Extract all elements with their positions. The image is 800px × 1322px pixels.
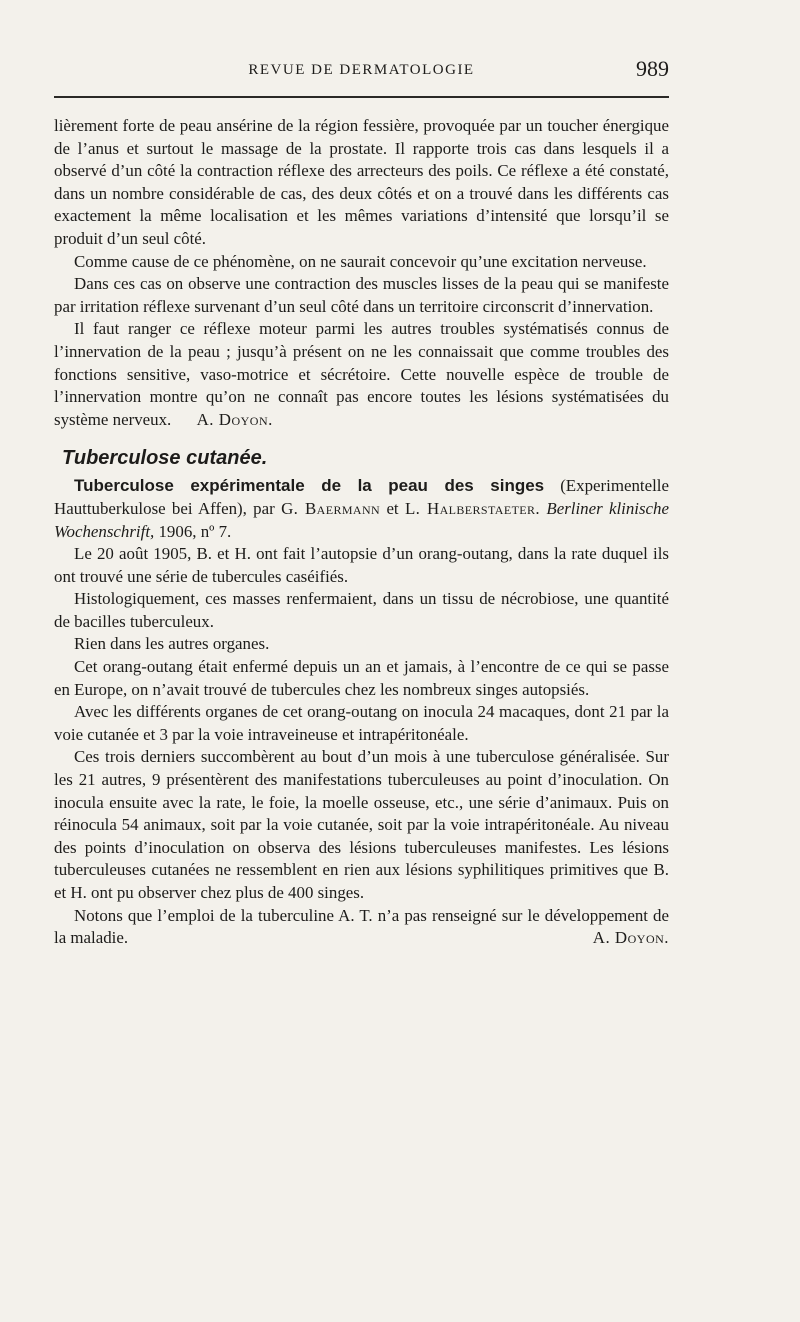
- paragraph: Dans ces cas on observe une contraction des muscles lisses de la peau qui se manifeste par irritation réflexe survenant d’un seul côté dans un territoire circonscrit d’innervation.: [54, 274, 669, 316]
- paragraph: Rien dans les autres organes.: [74, 634, 270, 654]
- conjunction: et: [386, 498, 399, 518]
- article-title: Tuberculose expérimentale de la peau des singes: [74, 476, 545, 496]
- paragraph: [54, 905, 669, 950]
- paragraph: Ces trois derniers succombèrent au bout d’un mois à une tuberculose généralisée. Sur les 21 autres, 9 présentèrent des manifestations tuberculeuses au point d’inoculation. On inocula ensuite avec la rate, le foie, la moelle osseuse, etc., une série d’animaux. Puis on réinocula 54 animaux, soit par la voie cutanée, soit par la voie intrapéritonéale. Au niveau des points d’inoculation on observa des lésions tuberculeuses manifestes. Les lésions tuberculeuses cutanées ne ressemblent en rien aux lésions syphilitiques primitives que B. et H. ont pu observer chez plus de 400 singes.: [54, 747, 669, 902]
- paragraph: Histologiquement, ces masses renfermaient, dans un tissu de nécrobiose, une quantité de bacilles tuberculeux.: [54, 589, 669, 631]
- original-title: (Experimentelle Hauttuberkulose bei Affen), par: [54, 476, 669, 518]
- paragraph-text: Notons que l’emploi de la tuberculine A. T. n’a pas renseigné sur le développement de la maladie.: [54, 905, 669, 948]
- citation: 1906, nº 7.: [158, 521, 232, 541]
- author: G. Baermann: [281, 498, 381, 518]
- page-header: [54, 54, 669, 90]
- paragraph: [54, 318, 669, 431]
- paragraph: Cet orang-outang était enfermé depuis un an et jamais, à l’encontre de ce qui se passe en Europe, on n’avait trouvé de tubercules chez les nombreux singes autopsiés.: [54, 657, 669, 699]
- signature: A. Doyon.: [196, 409, 273, 429]
- header-rule: [54, 96, 669, 98]
- paragraph: Avec les différents organes de cet orang-outang on inocula 24 macaques, dont 21 par la voie cutanée et 3 par la voie intraveineuse et intrapéritonéale.: [54, 702, 669, 744]
- article-header: [54, 475, 669, 543]
- running-title: REVUE DE DERMATOLOGIE: [248, 62, 475, 78]
- paragraph-text: Il faut ranger ce réflexe moteur parmi les autres troubles systématisés connus de l’innervation de la peau ; jusqu’à présent on ne les connaissait que comme troubles des fonctions sensitive, vaso-motrice et sécrétoire. Cette nouvelle espèce de trouble de l’innervation montre qu’on ne connaît pas encore toutes les lésions systématisées du système nerveux.: [54, 319, 669, 429]
- signature: A. Doyon.: [592, 928, 669, 948]
- paragraph: Le 20 août 1905, B. et H. ont fait l’autopsie d’un orang-outang, dans la rate duquel ils ont trouvé une série de tubercules caséifiés.: [54, 544, 669, 586]
- paragraph: lièrement forte de peau ansérine de la région fessière, provoquée par un toucher énergique de l’anus et surtout le massage de la prostate. Il rapporte trois cas dans lesquels il a observé d’un côté la contraction réflexe des arrecteurs des poils. Ce réflexe a été constaté, dans un nombre considérable de cas, des deux côtés et on a trouvé dans les différents cas exactement la même localisation et les mêmes variations d’intensité que lorsqu’il se produit d’un seul côté.: [54, 116, 669, 248]
- author: L. Halberstaeter.: [404, 498, 541, 518]
- journal-name: Berliner klinische Wochenschrift,: [54, 498, 669, 541]
- page-number: 989: [636, 56, 669, 81]
- body-text: [54, 115, 669, 950]
- section-heading: Tuberculose cutanée.: [62, 447, 268, 470]
- paragraph: Comme cause de ce phénomène, on ne saurait concevoir qu’une excitation nerveuse.: [74, 251, 647, 271]
